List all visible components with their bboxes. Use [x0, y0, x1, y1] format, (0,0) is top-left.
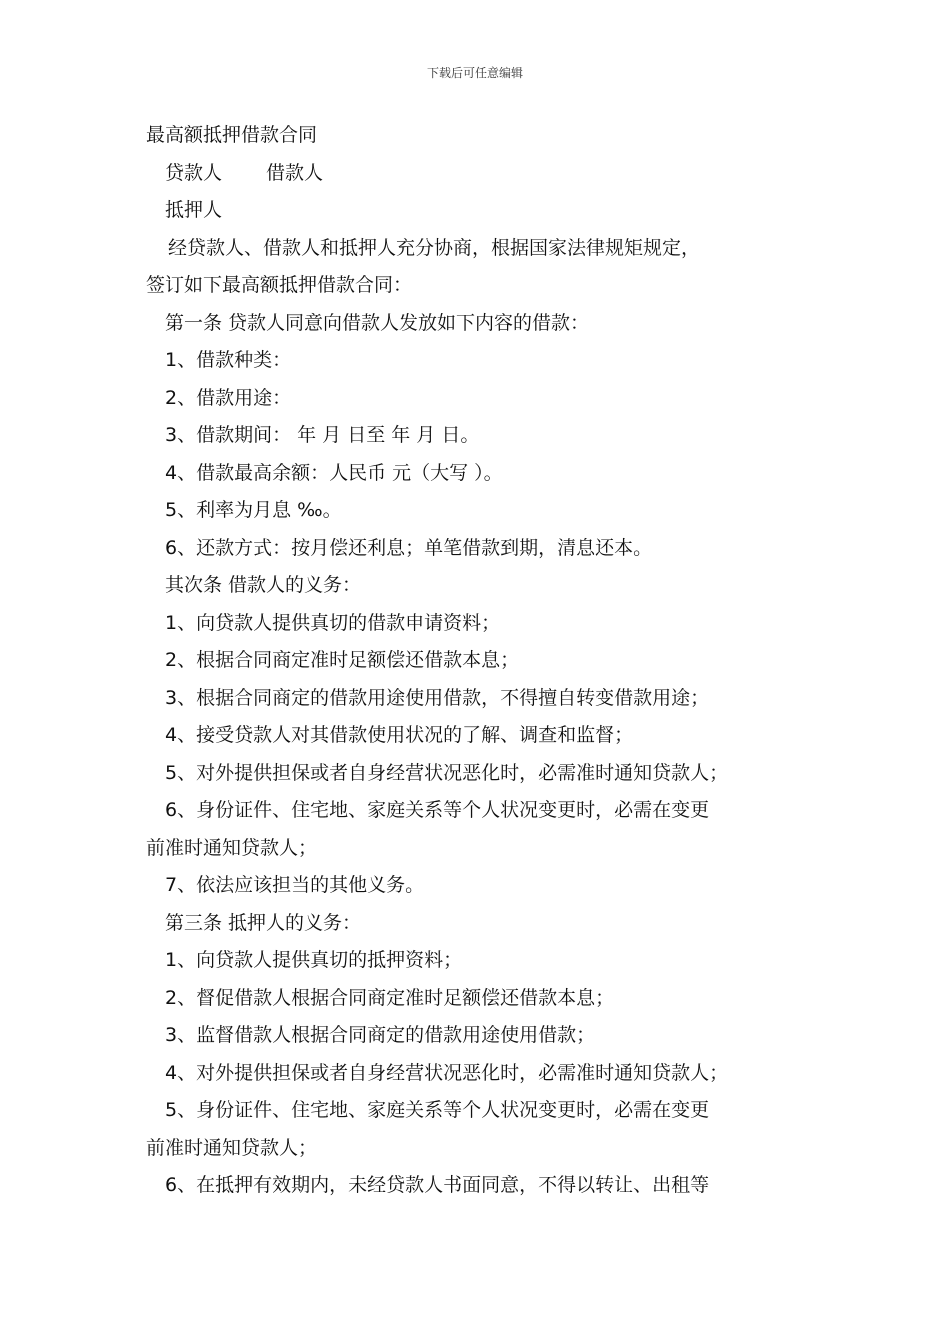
article-2-item: 2、根据合同商定准时足额偿还借款本息； [165, 649, 520, 671]
article-3-item: 6、在抵押有效期内，未经贷款人书面同意，不得以转让、出租等 [165, 1174, 710, 1196]
article-1-item: 2、借款用途： [165, 386, 292, 409]
article-1-item: 4、借款最高余额：人民币 元（大写 ）。 [165, 461, 503, 484]
article-3-title: 第三条 抵押人的义务： [165, 911, 362, 934]
article-1-item: 5、利率为月息 ‰。 [165, 499, 342, 521]
article-2-title: 其次条 借款人的义务： [165, 574, 362, 596]
page-header: 下载后可任意编辑 [426, 66, 523, 80]
article-2-item: 4、接受贷款人对其借款使用状况的了解、调查和监督； [165, 724, 634, 746]
intro-line-1: 经贷款人、借款人和抵押人充分协商，根据国家法律规矩规定， [168, 236, 701, 259]
parties-mortgagor: 抵押人 [165, 199, 223, 221]
article-3-item: 1、向贷款人提供真切的抵押资料； [165, 949, 463, 971]
article-1-item: 3、借款期间： 年 月 日至 年 月 日。 [165, 424, 480, 446]
article-1-item: 6、还款方式：按月偿还利息；单笔借款到期，清息还本。 [165, 536, 653, 559]
article-3-item: 5、身份证件、住宅地、家庭关系等个人状况变更时，必需在变更 [165, 1099, 710, 1121]
article-1-title: 第一条 贷款人同意向借款人发放如下内容的借款： [165, 311, 590, 334]
article-3-item: 2、督促借款人根据合同商定准时足额偿还借款本息； [165, 986, 615, 1009]
document-title: 最高额抵押借款合同 [146, 124, 318, 146]
article-2-item-continued: 前准时通知贷款人； [146, 836, 318, 859]
article-2-item: 5、对外提供担保或者自身经营状况恶化时，必需准时通知贷款人； [165, 761, 729, 784]
article-1-item: 1、借款种类： [165, 349, 292, 371]
article-2-item: 3、根据合同商定的借款用途使用借款，不得擅自转变借款用途； [165, 686, 710, 709]
article-3-item-continued: 前准时通知贷款人； [146, 1136, 318, 1159]
intro-line-2: 签订如下最高额抵押借款合同： [146, 274, 413, 296]
article-2-item: 6、身份证件、住宅地、家庭关系等个人状况变更时，必需在变更 [165, 799, 710, 821]
article-3-item: 4、对外提供担保或者自身经营状况恶化时，必需准时通知贷款人； [165, 1061, 729, 1084]
article-2-item: 1、向贷款人提供真切的借款申请资料； [165, 611, 501, 634]
article-2-item: 7、依法应该担当的其他义务。 [165, 874, 425, 896]
parties-lender-borrower: 贷款人 借款人 [165, 161, 324, 184]
article-3-item: 3、监督借款人根据合同商定的借款用途使用借款； [165, 1024, 596, 1046]
document-body [146, 117, 816, 1205]
